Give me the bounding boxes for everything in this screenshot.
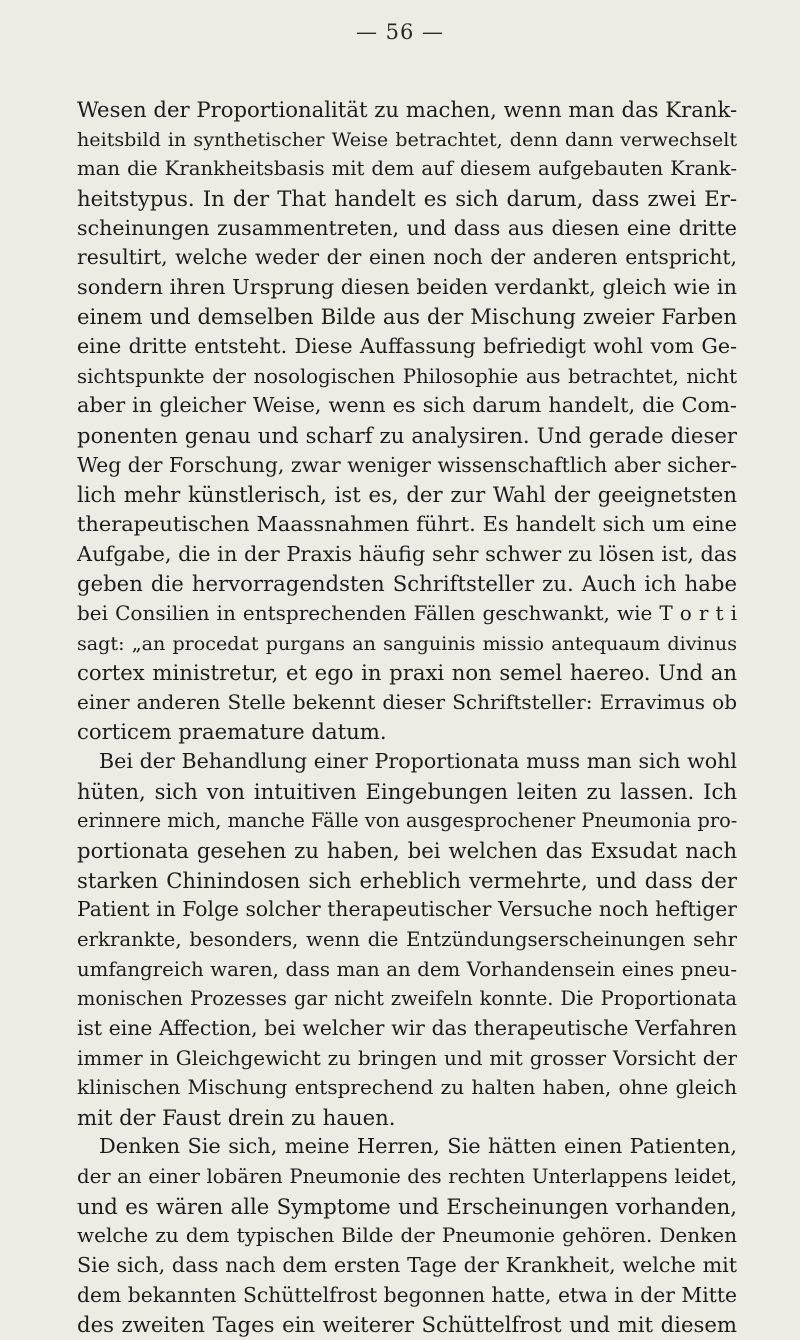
text-line: Bei der Behandlung einer Proportionata muss man sich wohl [99, 749, 737, 774]
text-line: aber in gleicher Weise, wenn es sich darum handelt, die Com- [77, 393, 737, 418]
text-line: resultirt, welche weder der einen noch der anderen entspricht, [77, 245, 737, 270]
text-line: sondern ihren Ursprung diesen beiden verdankt, gleich wie in [77, 274, 737, 299]
text-line: und es wären alle Symptome und Erscheinungen vorhanden, [77, 1193, 737, 1219]
text-line: eine dritte entsteht. Diese Auffassung befriedigt wohl vom Ge- [77, 334, 737, 359]
text-line: umfangreich waren, dass man an dem Vorhandensein eines pneu- [77, 957, 737, 981]
text-line: bei Consilien in entsprechenden Fällen geschwankt, wie T o r t i [77, 600, 737, 625]
text-line: heitstypus. In der That handelt es sich darum, dass zwei Er- [77, 185, 737, 211]
text-line: erkrankte, besonders, wenn die Entzündungserscheinungen sehr [77, 927, 737, 951]
text-line: cortex ministretur, et ego in praxi non semel haereo. Und an [77, 660, 737, 686]
text-line: des zweiten Tages ein weiterer Schüttelfrost und mit diesem [77, 1312, 737, 1338]
text-line: der an einer lobären Pneumonie des rechten Unterlappens leidet, [77, 1165, 737, 1189]
text-line: monischen Prozesses gar nicht zweifeln konnte. Die Proportionata [77, 987, 737, 1011]
text-line: ponenten genau und scharf zu analysiren. Und gerade dieser [77, 423, 737, 449]
text-line: ist eine Affection, bei welcher wir das therapeutische Verfahren [77, 1015, 737, 1040]
page-number-header: — 56 — [355, 20, 445, 44]
text-line: lich mehr künstlerisch, ist es, der zur Wahl der geeignetsten [77, 482, 737, 508]
text-line: Sie sich, dass nach dem ersten Tage der Krankheit, welche mit [77, 1252, 737, 1277]
text-line: starken Chinindosen sich erheblich vermehrte, und dass der [77, 867, 737, 893]
text-line: einem und demselben Bilde aus der Mischung zweier Farben [77, 304, 737, 330]
text-line: Denken Sie sich, meine Herren, Sie hätten einen Patienten, [99, 1134, 737, 1159]
text-line: hüten, sich von intuitiven Eingebungen leiten zu lassen. Ich [77, 778, 737, 804]
text-line: therapeutischen Maassnahmen führt. Es handelt sich um eine [77, 511, 737, 536]
text-line: corticem praemature datum. [77, 719, 387, 745]
text-line: immer in Gleichgewicht zu bringen und mit grosser Vorsicht der [77, 1045, 737, 1070]
text-line: heitsbild in synthetischer Weise betrachtet, denn dann verwechselt [77, 127, 737, 151]
text-line: portionata gesehen zu haben, bei welchen das Exsudat nach [77, 838, 737, 864]
text-line: Aufgabe, die in der Praxis häufig sehr schwer zu lösen ist, das [77, 541, 737, 566]
text-line: mit der Faust drein zu hauen. [77, 1104, 396, 1130]
text-line: Weg der Forschung, zwar weniger wissenschaftlich aber sicher- [77, 452, 737, 477]
text-line: welche zu dem typischen Bilde der Pneumonie gehören. Denken [77, 1223, 737, 1248]
text-line: dem bekannten Schüttelfrost begonnen hatte, etwa in der Mitte [77, 1282, 737, 1307]
text-line: scheinungen zusammentreten, und dass aus diesen eine dritte [77, 215, 737, 240]
text-line: einer anderen Stelle bekennt dieser Schriftsteller: Erravimus ob [77, 689, 737, 714]
text-line: klinischen Mischung entsprechend zu halten haben, ohne gleich [77, 1075, 737, 1100]
text-line: Wesen der Proportionalität zu machen, wenn man das Krank- [77, 97, 737, 122]
body-text [77, 95, 737, 1340]
text-line: Patient in Folge solcher therapeutischer Versuche noch heftiger [77, 897, 737, 922]
text-line: man die Krankheitsbasis mit dem auf diesem aufgebauten Krank- [77, 157, 737, 181]
text-line: sagt: „an procedat purgans an sanguinis missio antequaum divinus [77, 631, 737, 655]
text-line: sichtspunkte der nosologischen Philosophie aus betrachtet, nicht [77, 364, 737, 388]
text-line: erinnere mich, manche Fälle von ausgesprochener Pneumonia pro- [77, 809, 737, 833]
text-line: geben die hervorragendsten Schriftsteller zu. Auch ich habe [77, 571, 737, 597]
